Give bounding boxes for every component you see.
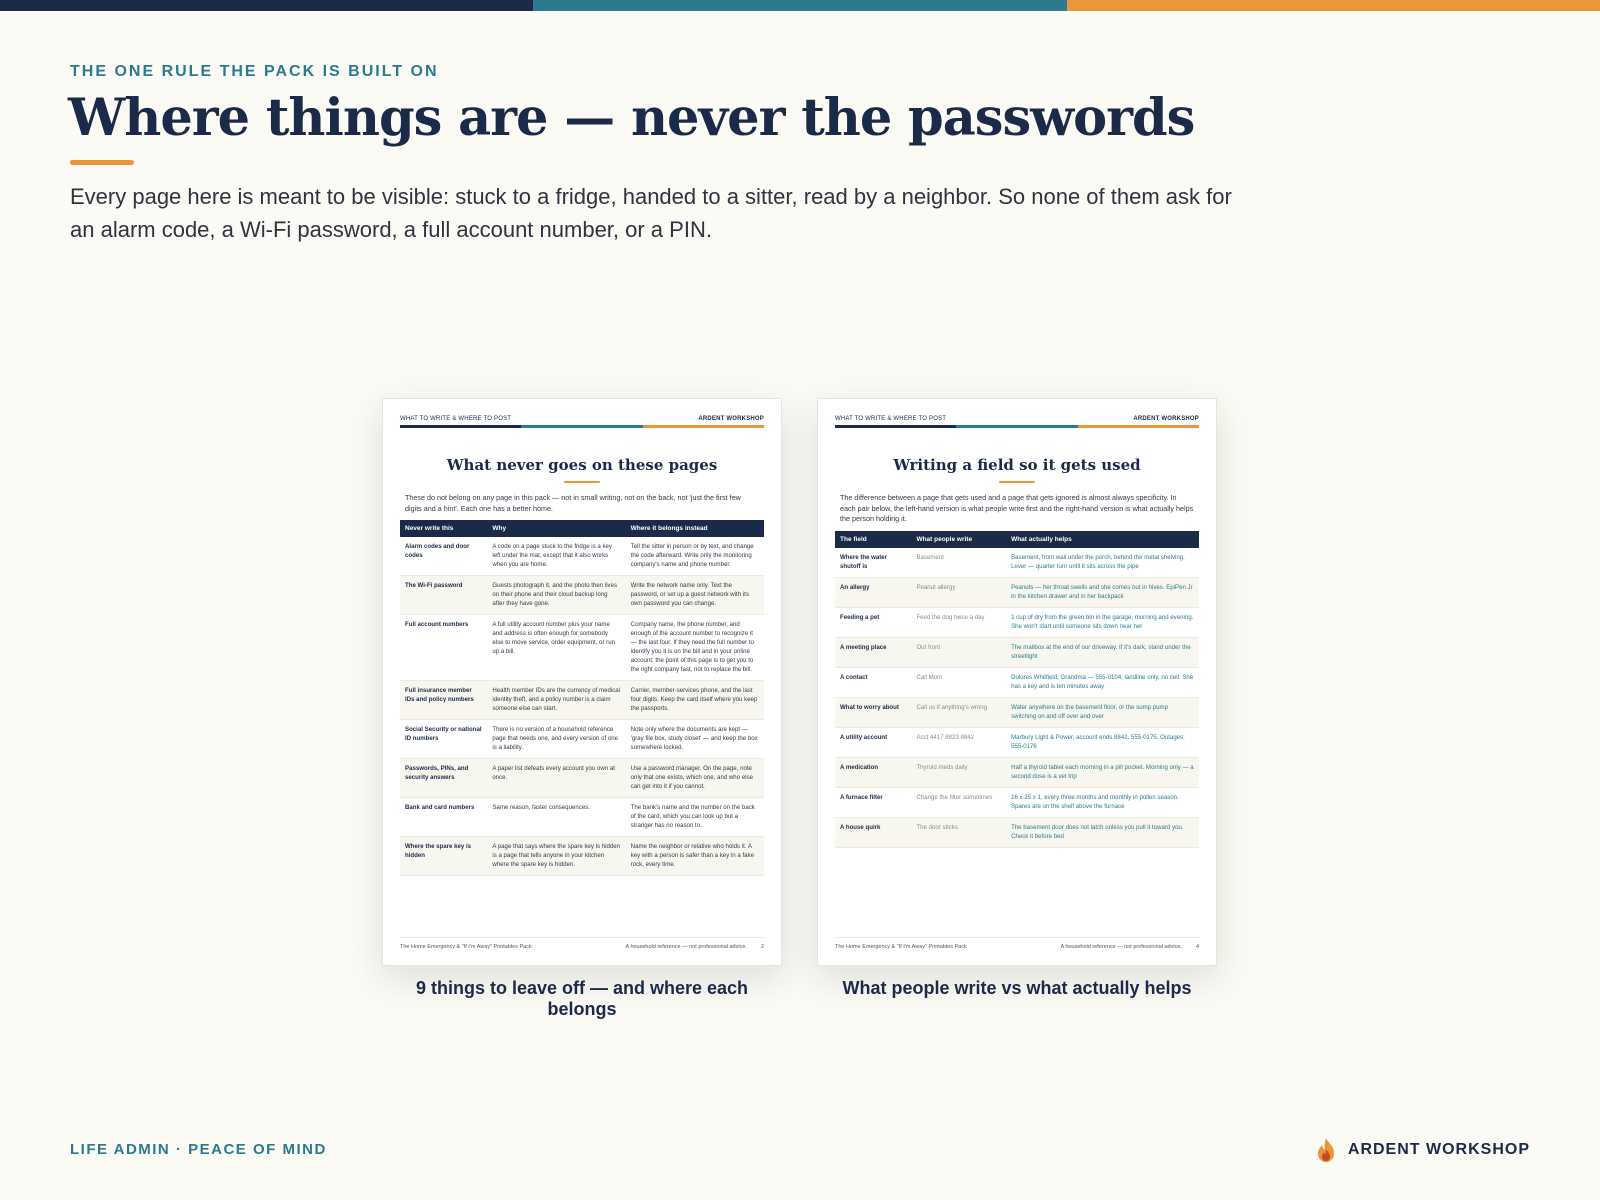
card-stripe: [835, 425, 1199, 428]
table-cell: An allergy: [835, 577, 911, 607]
table-row: [835, 637, 1199, 667]
page-title: Where things are — never the passwords: [68, 88, 1195, 148]
lede: Every page here is meant to be visible: stuck to a fridge, handed to a sitter, read by a neighbor. So none of them ask for an alarm code, a Wi-Fi password, a full account number, or a PIN.: [70, 184, 1232, 242]
top-bar-navy: [0, 0, 533, 11]
table-cell: A furnace filter: [835, 787, 911, 817]
top-bar-orange: [1067, 0, 1600, 11]
top-bar-teal: [533, 0, 1066, 11]
table-cell: There is no version of a household reference page that needs one, and every version of one is a liability.: [487, 720, 625, 759]
table-row: [835, 607, 1199, 637]
card-footer-left: The Home Emergency & "If I'm Away" Printables Pack: [400, 944, 532, 950]
table-cell: What to worry about: [835, 697, 911, 727]
table-cell: Basement: [911, 548, 1006, 578]
table-cell: Peanuts — her throat swells and she comes out in hives. EpiPen Jr in the kitchen drawer and in her backpack: [1006, 577, 1199, 607]
table-cell: The basement door does not latch unless you pull it toward you. Check it before bed: [1006, 817, 1199, 847]
footer-tagline: LIFE ADMIN · PEACE OF MIND: [70, 1141, 327, 1158]
table-cell: Alarm codes and door codes: [400, 537, 487, 576]
flame-icon: [1314, 1137, 1338, 1163]
table-row: [835, 817, 1199, 847]
table-cell: Acct 4417 8823 8842: [911, 727, 1006, 757]
card-title: What never goes on these pages: [446, 456, 718, 474]
table-cell: A contact: [835, 667, 911, 697]
running-head-brand: ARDENT WORKSHOP: [1133, 416, 1199, 422]
table-cell: A code on a page stuck to the fridge is a key left under the mat, except that it also works when you are home.: [487, 537, 625, 576]
table-cell: A page that says where the spare key is hidden is a page that tells anyone in your kitchen where the spare key is hidden.: [487, 837, 625, 876]
table-header-row: [400, 520, 764, 537]
page-preview-never-goes[interactable]: [382, 398, 782, 966]
table-cell: Where the water shutoff is: [835, 548, 911, 578]
footer-brand-label: ARDENT WORKSHOP: [1347, 1141, 1530, 1158]
card-title: Writing a field so it gets used: [893, 456, 1141, 474]
table-row: [835, 697, 1199, 727]
table-cell: Social Security or national ID numbers: [400, 720, 487, 759]
table-cell: A house quirk: [835, 817, 911, 847]
card-footer: [400, 937, 764, 950]
column-header: Where it belongs instead: [626, 520, 764, 537]
column-header: The field: [835, 531, 911, 548]
table-cell: Full insurance member IDs and policy numbers: [400, 681, 487, 720]
table-cell: Out front: [911, 637, 1006, 667]
field-examples-table: [835, 531, 1199, 848]
table-cell: 1 cup of dry from the green bin in the garage, morning and evening. She won't start until someone sits down near her: [1006, 607, 1199, 637]
card-caption: 9 things to leave off — and where each belongs: [415, 978, 749, 1019]
table-row: [400, 837, 764, 876]
card-caption: What people write vs what actually helps: [842, 978, 1192, 998]
table-cell: A meeting place: [835, 637, 911, 667]
running-head: [835, 416, 1199, 422]
table-cell: The mailbox at the end of our driveway. If it's dark, stand under the streetlight: [1006, 637, 1199, 667]
column-header: Why: [487, 520, 625, 537]
card-footer-left: The Home Emergency & "If I'm Away" Printables Pack: [835, 944, 967, 950]
table-row: [400, 681, 764, 720]
table-cell: Feeding a pet: [835, 607, 911, 637]
title-underline: [70, 160, 134, 165]
table-cell: Full account numbers: [400, 615, 487, 681]
table-cell: Bank and card numbers: [400, 798, 487, 837]
running-head-label: WHAT TO WRITE & WHERE TO POST: [400, 416, 512, 422]
table-row: [400, 720, 764, 759]
card-stripe: [400, 425, 764, 428]
running-head-brand: ARDENT WORKSHOP: [698, 416, 764, 422]
running-head-label: WHAT TO WRITE & WHERE TO POST: [835, 416, 947, 422]
table-cell: Guests photograph it, and the photo then lives on their phone and their cloud backup long after they have gone.: [487, 576, 625, 615]
table-cell: A paper list defeats every account you own at once.: [487, 759, 625, 798]
page-number: 4: [1195, 944, 1199, 950]
page-number: 2: [760, 944, 764, 950]
table-row: [835, 548, 1199, 578]
running-head: [400, 416, 764, 422]
card-footer-right: A household reference — not professional advice.: [1060, 944, 1182, 950]
card-footer-right: A household reference — not professional advice.: [625, 944, 747, 950]
table-cell: Company name, the phone number, and enough of the account number to recognize it — the last four. If they need the full number to identify you it is on the bill and in your online account; the point of this page is to get you to the right company fast, not to replace the bill.: [626, 615, 764, 681]
table-row: [835, 757, 1199, 787]
table-row: [835, 727, 1199, 757]
table-cell: Feed the dog twice a day: [911, 607, 1006, 637]
table-cell: Call us if anything's wrong: [911, 697, 1006, 727]
table-cell: The Wi-Fi password: [400, 576, 487, 615]
table-row: [400, 759, 764, 798]
table-cell: Thyroid meds daily: [911, 757, 1006, 787]
table-row: [835, 577, 1199, 607]
table-cell: A full utility account number plus your name and address is often enough for somebody else to move service, order equipment, or run up a bill.: [487, 615, 625, 681]
table-cell: Call Mom: [911, 667, 1006, 697]
table-cell: Use a password manager. On the page, note only that one exists, which one, and who else can get into it if you cannot.: [626, 759, 764, 798]
footer-brand[interactable]: [1314, 1137, 1530, 1163]
table-cell: Dolores Whitfield, Grandma — 555-0104, landline only, no cell. She has a key and is ten minutes away: [1006, 667, 1199, 697]
never-write-table: [400, 520, 764, 876]
table-header-row: [835, 531, 1199, 548]
table-row: [835, 667, 1199, 697]
card-intro: The difference between a page that gets used and a page that gets ignored is almost always specificity. In each pair below, the left-hand version is what people write first and the right-hand version is what actually helps the person holding it.: [840, 493, 1194, 523]
table-row: [400, 576, 764, 615]
table-cell: Passwords, PINs, and security answers: [400, 759, 487, 798]
column-header: What actually helps: [1006, 531, 1199, 548]
column-header: What people write: [911, 531, 1006, 548]
page-preview-writing-field[interactable]: [817, 398, 1217, 966]
card-footer: [835, 937, 1199, 950]
table-cell: 16 x 25 x 1, every three months and monthly in pollen season. Spares are on the shelf above the furnace: [1006, 787, 1199, 817]
eyebrow: THE ONE RULE THE PACK IS BUILT ON: [70, 63, 439, 80]
card-title-rule: [999, 481, 1035, 483]
table-cell: Half a thyroid tablet each morning in a pill pocket. Morning only — a second dose is a vet trip: [1006, 757, 1199, 787]
table-cell: Peanut allergy: [911, 577, 1006, 607]
table-cell: Basement, front wall under the porch, behind the metal shelving. Lever — quarter turn until it sits across the pipe: [1006, 548, 1199, 578]
table-cell: Same reason, faster consequences.: [487, 798, 625, 837]
table-row: [400, 615, 764, 681]
table-cell: A medication: [835, 757, 911, 787]
table-cell: A utility account: [835, 727, 911, 757]
table-cell: Tell the sitter in person or by text, and change the code afterward. Write only the monitoring company's name and phone number.: [626, 537, 764, 576]
table-cell: The door sticks: [911, 817, 1006, 847]
table-cell: Change the filter sometimes: [911, 787, 1006, 817]
table-cell: The bank's name and the number on the back of the card, which you can look up but a stranger has no reason to.: [626, 798, 764, 837]
table-cell: Health member IDs are the currency of medical identity theft, and a policy number is a claim someone else can start.: [487, 681, 625, 720]
table-cell: Name the neighbor or relative who holds it. A key with a person is safer than a key in a fake rock, every time.: [626, 837, 764, 876]
column-header: Never write this: [400, 520, 487, 537]
table-cell: Note only where the documents are kept — 'gray file box, study closet' — and keep the box somewhere locked.: [626, 720, 764, 759]
table-cell: Carrier, member-services phone, and the last four digits. Keep the card itself where you keep the passports.: [626, 681, 764, 720]
table-cell: Water anywhere on the basement floor, or the sump pump switching on and off over and over: [1006, 697, 1199, 727]
table-row: [400, 798, 764, 837]
table-row: [400, 537, 764, 576]
table-cell: Where the spare key is hidden: [400, 837, 487, 876]
table-row: [835, 787, 1199, 817]
card-title-rule: [564, 481, 600, 483]
table-cell: Marbury Light & Power, account ends 8842, 555-0175. Outages: 555-0176: [1006, 727, 1199, 757]
table-cell: Write the network name only. Text the password, or set up a guest network with its own password you can change.: [626, 576, 764, 615]
card-intro: These do not belong on any page in this pack — not in small writing, not on the back, not 'just the first few digits and a hint'. Each one has a better home.: [405, 493, 741, 513]
top-color-bar: [0, 0, 1600, 11]
